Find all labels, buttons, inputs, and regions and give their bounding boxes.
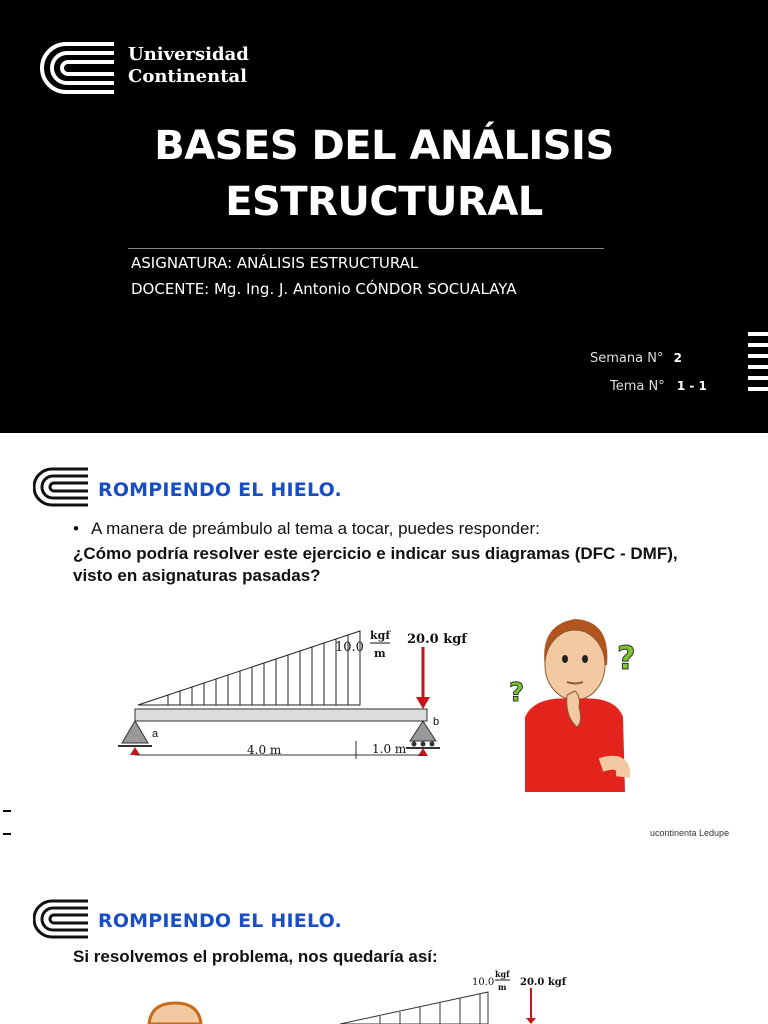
load-value-label-small: 10.0	[472, 977, 495, 988]
span-1-label: 4.0 m	[247, 743, 282, 757]
left-dash	[3, 833, 11, 835]
beam	[135, 709, 427, 721]
cover-slide	[0, 0, 768, 433]
week-label: Semana N°	[590, 351, 664, 366]
brand-line-2: Continental	[128, 66, 248, 87]
support-a-label: a	[152, 728, 159, 740]
subject-text: ASIGNATURA: ANÁLISIS ESTRUCTURAL	[131, 254, 419, 272]
slide-heading: ROMPIENDO EL HIELO.	[98, 479, 342, 501]
beam-diagram	[110, 613, 480, 768]
load-unit-bottom-small: m	[498, 982, 507, 992]
topic-value: 1 - 1	[676, 379, 707, 393]
brand-line-1: Universidad	[128, 44, 249, 65]
bullet-item	[73, 519, 540, 539]
character-head-partial	[145, 1001, 205, 1024]
icebreaker-slide	[0, 433, 768, 863]
solution-slide	[0, 863, 768, 1024]
load-unit-top-small: kgf	[495, 969, 510, 979]
load-unit-top: kgf	[370, 629, 391, 642]
question-mark-left-icon: ?	[509, 678, 525, 708]
bullet-text: A manera de preámbulo al tema a tocar, puedes responder:	[90, 519, 540, 538]
point-load-label-small: 20.0 kgf	[520, 977, 567, 988]
load-unit-bottom: m	[374, 647, 386, 660]
section-logo-icon	[33, 466, 89, 508]
brand-name	[128, 44, 249, 88]
topic-label: Tema N°	[610, 379, 665, 394]
support-b-label: b	[433, 716, 440, 728]
cover-title-line-1: BASES DEL ANÁLISIS	[154, 123, 614, 169]
beam-diagram-small	[320, 968, 590, 1024]
support-a-marker	[130, 747, 140, 755]
divider	[128, 248, 604, 249]
university-logo-icon	[40, 40, 116, 96]
left-dash	[3, 810, 11, 812]
cover-title	[0, 118, 768, 230]
footer-text: ucontinenta Ledupe	[650, 828, 730, 838]
bullet-dot: •	[73, 519, 79, 538]
question-mark-right-icon: ?	[617, 639, 636, 677]
slide-heading: ROMPIENDO EL HIELO.	[98, 910, 342, 932]
distributed-load	[138, 631, 360, 705]
teacher-text: DOCENTE: Mg. Ing. J. Antonio CÓNDOR SOCUALAYA	[131, 280, 517, 298]
pin-support-a	[122, 721, 148, 743]
solution-text: Si resolvemos el problema, nos quedaría así:	[73, 947, 438, 966]
load-value-label: 10.0	[335, 640, 364, 655]
week-value: 2	[673, 351, 682, 365]
point-load-label: 20.0 kgf	[407, 632, 467, 647]
decorative-stripes	[748, 332, 768, 398]
topic-row	[610, 379, 707, 394]
thinking-boy-illustration	[505, 607, 655, 792]
span-2-label: 1.0 m	[372, 742, 407, 756]
point-load-arrowhead	[416, 697, 430, 709]
question-text: ¿Cómo podría resolver este ejercicio e indicar sus diagramas (DFC - DMF), visto en asignaturas pasadas?	[73, 544, 678, 585]
section-logo-icon	[33, 898, 89, 940]
week-row	[590, 351, 682, 366]
cover-title-line-2: ESTRUCTURAL	[225, 179, 543, 225]
face	[545, 630, 605, 700]
